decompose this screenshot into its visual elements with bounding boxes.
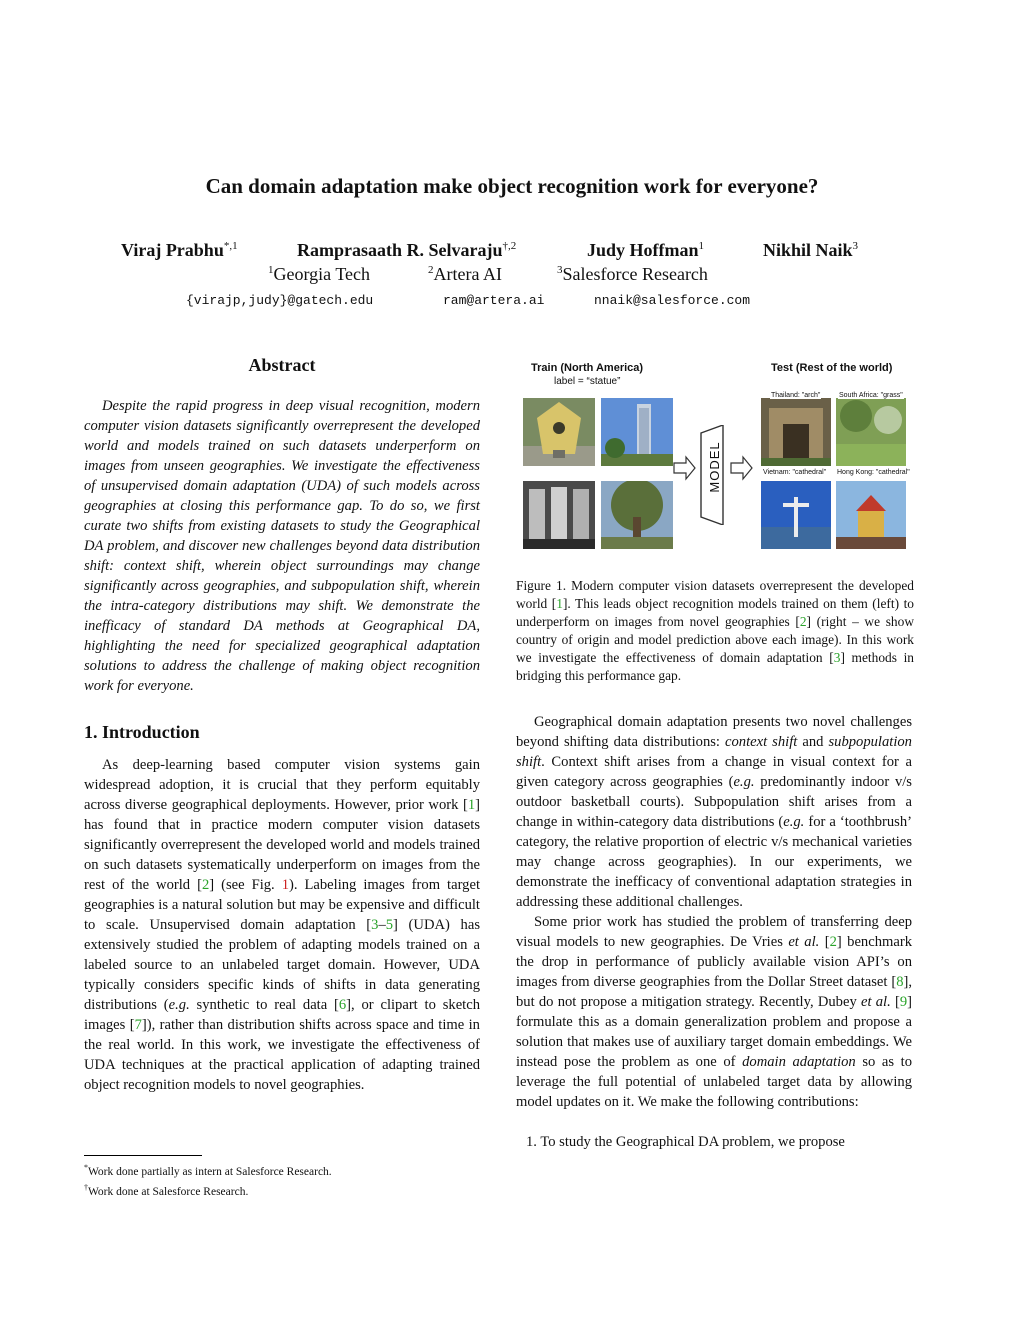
test-label: Test (Rest of the world) [771,362,893,374]
email-3: nnaik@salesforce.com [594,293,751,308]
footnote-2: †Work done at Salesforce Research. [84,1182,249,1198]
train-image-statue-2 [601,398,673,466]
right-paragraph-1: Geographical domain adaptation presents two novel challenges beyond shifting data distributions: context shift and subpopulation shift. Context shift arises from a change in visual context for a given category across geographies (e.g. predominantly indoor v/s outdoor basketball courts). Subpopulation shift arises from a change in within-category data distributions (e.g. for a ‘toothbrush’ category, the relative proportion of electric v/s mechanical varieties may change across geographies). In our experiments, we demonstrate the inefficacy of conventional adaptation strategies in addressing these additional challenges. [516,714,912,910]
citation-link[interactable]: 7 [134,1017,142,1033]
citation-link[interactable]: 3 [833,650,841,665]
test-image-thailand [761,398,831,466]
author-4: Nikhil Naik$^3$ [763,240,859,260]
citation-link[interactable]: 2 [201,877,210,893]
footnote-1: *Work done partially as intern at Salesforce Research. [84,1163,332,1178]
affiliation-3: $^3$Salesforce Research [557,264,708,284]
test-image-south-africa [836,398,906,466]
citation-link[interactable]: 2 [799,614,807,629]
paper-title: Can domain adaptation make object recognition work for everyone? [205,174,819,198]
email-1: {virajp,judy}@gatech.edu [186,293,374,308]
citation-link[interactable]: 2 [829,934,837,950]
train-label: Train (North America) [531,362,644,374]
abstract-heading: Abstract [248,355,316,375]
author-2: Ramprasaath R. Selvaraju$^{\dagger,2}$ [297,240,517,260]
train-image-statue-4 [601,481,673,549]
footnote-rule [84,1155,202,1156]
test-tag-3: Vietnam: "cathedral" [763,469,827,476]
author-list [0,240,1024,268]
citation-link[interactable]: 3 [371,917,379,933]
model-label: MODEL [707,441,722,493]
contribution-list-item-1: 1. To study the Geographical DA problem, we propose [526,1134,845,1150]
test-tag-1: Thailand: "arch" [771,392,821,399]
right-column [516,712,912,1152]
email-2: ram@artera.ai [443,293,545,308]
arrow-right-icon [731,457,752,479]
test-image-hong-kong [836,481,906,549]
figure-ref-link[interactable]: 1 [281,877,289,893]
citation-link[interactable]: 5 [385,917,394,933]
affiliation-2: $^2$Artera AI [428,264,502,284]
test-tag-4: Hong Kong: "cathedral" [837,469,910,476]
test-tag-2: South Africa: "grass" [839,392,903,399]
test-image-vietnam [761,481,831,549]
abstract-text: Despite the rapid progress in deep visual recognition, modern computer vision datasets significantly overrepresent the developed world and models trained on such datasets underperform on images from unseen geographies. We investigate the effectiveness of unsupervised domain adaptation (UDA) of such models across geographies at closing this performance gap. To do so, we first curate two shifts from existing datasets to study the Geographical DA problem, and discover new challenges beyond data distribution shift: context shift, wherein object surroundings may change significantly across geographies, and subpopulation shift, wherein the intra-category distributions may shift. We demonstrate the inefficacy of standard DA methods at Geographical DA, highlighting the need for specialized geographical adaptation solutions to address the challenge of making object recognition work for everyone. [84,398,480,694]
intro-paragraph: As deep-learning based computer vision systems gain widespread adoption, it is crucial that they perform equitably across diverse geographical deployments. However, prior work [1] has found that in practice modern computer vision datasets significantly overrepresent the developed world and models trained on such datasets systematically underperform on images from the rest of the world [2] (see Fig. 1). Labeling images from target geographies is a natural solution but may be expensive and difficult to scale. Unsupervised domain adaptation [3–5] (UDA) has extensively studied the problem of adapting models trained on a labeled source to an unlabeled target domain. However, UDA typically considers specific kinds of shifts in data generating distributions (e.g. synthetic to real data [6], or clipart to sketch images [7]), rather than distribution shifts across space and time in the real world. In this work, we investigate the effectiveness of UDA techniques at the practical application of adapting trained object recognition models to novel geographies. [84,757,481,1093]
citation-link[interactable]: 1 [467,797,476,813]
author-1: Viraj Prabhu$^{*,1}$ [121,240,238,260]
citation-link[interactable]: 6 [338,997,347,1013]
figure-1 [516,355,916,555]
train-image-statue-3 [523,481,595,549]
train-sublabel: label = “statue” [554,376,621,387]
footnotes [84,1155,480,1200]
affiliation-1: $^1$Georgia Tech [268,264,371,284]
citation-link[interactable]: 1 [556,596,563,611]
left-column [84,355,480,1095]
right-paragraph-2: Some prior work has studied the problem of transferring deep visual models to new geographies. De Vries et al. [2] benchmark the drop in performance of publicly available vision API’s on images from diverse geographies from the Dollar Street dataset [8], but do not propose a mitigation strategy. Recently, Dubey et al. [9] formulate this as a domain generalization problem and propose a solution that makes use of auxiliary target domain embeddings. We instead pose the problem as one of domain adaptation so as to leverage the full potential of unlabeled target data by allowing model updates on it. We make the following contributions: [516,914,913,1110]
author-3: Judy Hoffman$^1$ [587,240,705,260]
introduction-heading: 1. Introduction [84,722,200,742]
figure-1-caption: Figure 1. Modern computer vision datasets overrepresent the developed world [1]. This leads object recognition models trained on them (left) to underperform on images from novel geographies [2] (right – we show country of origin and model prediction above each image). In this work we investigate the effectiveness of domain adaptation [3] methods in bridging this performance gap. [516,578,914,683]
citation-link[interactable]: 9 [899,994,908,1010]
train-image-statue-1 [523,398,595,466]
citation-link[interactable]: 8 [896,974,904,990]
arrow-right-icon [674,457,695,479]
